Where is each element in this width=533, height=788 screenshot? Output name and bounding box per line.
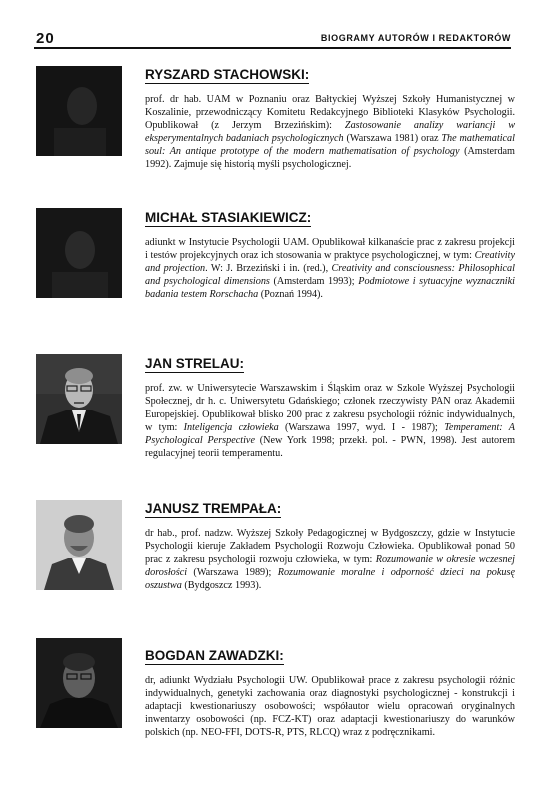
bio-entry-strelau: [145, 355, 515, 460]
author-photo-zawadzki: [36, 638, 122, 728]
bio-text: dr, adiunkt Wydziału Psychologii UW. Opublikował prace z zakresu psychologii różnic indywidualnych, genetyki zachowania oraz diagnostyki psychologicznej - konstrukcji i adaptacji kwestionariuszy osobowości; współautor wielu opracowań oryginalnych inwentarzy osobowości (np. FCZ-KT) oraz adaptacji kwestionariuszy do warunków polskich (np. NEO-FFI, DOTS-R, PTS, RLCQ) wraz z podręcznikami.: [145, 675, 515, 738]
author-photo-stachowski: [36, 66, 122, 156]
author-photo-stasiakiewicz: [36, 208, 122, 298]
bio-text: prof. zw. w Uniwersytecie Warszawskim i Śląskim oraz w Szkole Wyższej Psychologii Społecznej, dr h. c. Uniwersytetu Gdańskiego; członek rzeczywisty PAN oraz Akademii Europejskiej. Opublikował blisko 200 prac z zakresu psychologii różnic indywidualnych, w tym: Inteligencja człowieka (Warszawa 1997, wyd. I - 1987); Temperament: A Psychological Perspective (New York 1998; przekł. pol. - PWN, 1998). Jest autorem regulacyjnej teorii temperamentu.: [145, 383, 515, 459]
author-photo-trempala: [36, 500, 122, 590]
bio-text: adiunkt w Instytucie Psychologii UAM. Opublikował kilkanaście prac z zakresu projekcji i testów projekcyjnych oraz ich stosowania w praktyce psychologicznej, w tym: Creativity and projection. W: J. Brzeziński i in. (red.), Creativity and consciousness: Philosophical and psychological dimensions (Amsterdam 1993); Podmiotowe i sytuacyjne wyznaczniki badania testem Rorschacha (Poznań 1994).: [145, 237, 515, 300]
author-name: BOGDAN ZAWADZKI:: [145, 648, 284, 663]
bio-text: dr hab., prof. nadzw. Wyższej Szkoły Pedagogicznej w Bydgoszczy, gdzie w Instytucie Psychologii kieruje Zakładem Psychologii Rozwoju Człowieka. Opublikował ponad 50 prac z zakresu psychologii rozwoju człowieka, w tym: Rozumowanie w okresie wczesnej dorosłości (Warszawa 1989); Rozumowanie moralne i odporność dzieci na pokusę oszustwa (Bydgoszcz 1993).: [145, 528, 516, 591]
author-name: MICHAŁ STASIAKIEWICZ:: [145, 210, 312, 225]
author-name: JAN STRELAU:: [145, 356, 245, 371]
bio-entry-stasiakiewicz: [145, 209, 515, 301]
author-name: RYSZARD STACHOWSKI:: [145, 67, 310, 82]
author-name: JANUSZ TREMPAŁA:: [145, 501, 282, 516]
page-number: 20: [36, 30, 55, 47]
bio-entry-trempala: [145, 500, 515, 592]
author-photo-strelau: [36, 354, 122, 444]
bio-entry-zawadzki: [145, 647, 515, 739]
header-rule: [34, 47, 511, 49]
bio-text: prof. dr hab. UAM w Poznaniu oraz Bałtyckiej Wyższej Szkoły Humanistycznej w Koszalinie, przewodniczący Komitetu Redakcyjnego Biblioteki Klasyków Psychologii. Opublikował (z Jerzym Brzezińskim): Zastosowanie analizy wariancji w eksperymentalnych badaniach psychologicznych (Warszawa 1981) oraz The mathematical soul: An antique prototype of the modern mathematisation of psychology (Amsterdam 1992). Zajmuje się historią myśli psychologicznej.: [145, 94, 515, 170]
bio-entry-stachowski: [145, 66, 515, 171]
running-title: BIOGRAMY AUTORÓW I REDAKTORÓW: [320, 33, 511, 43]
